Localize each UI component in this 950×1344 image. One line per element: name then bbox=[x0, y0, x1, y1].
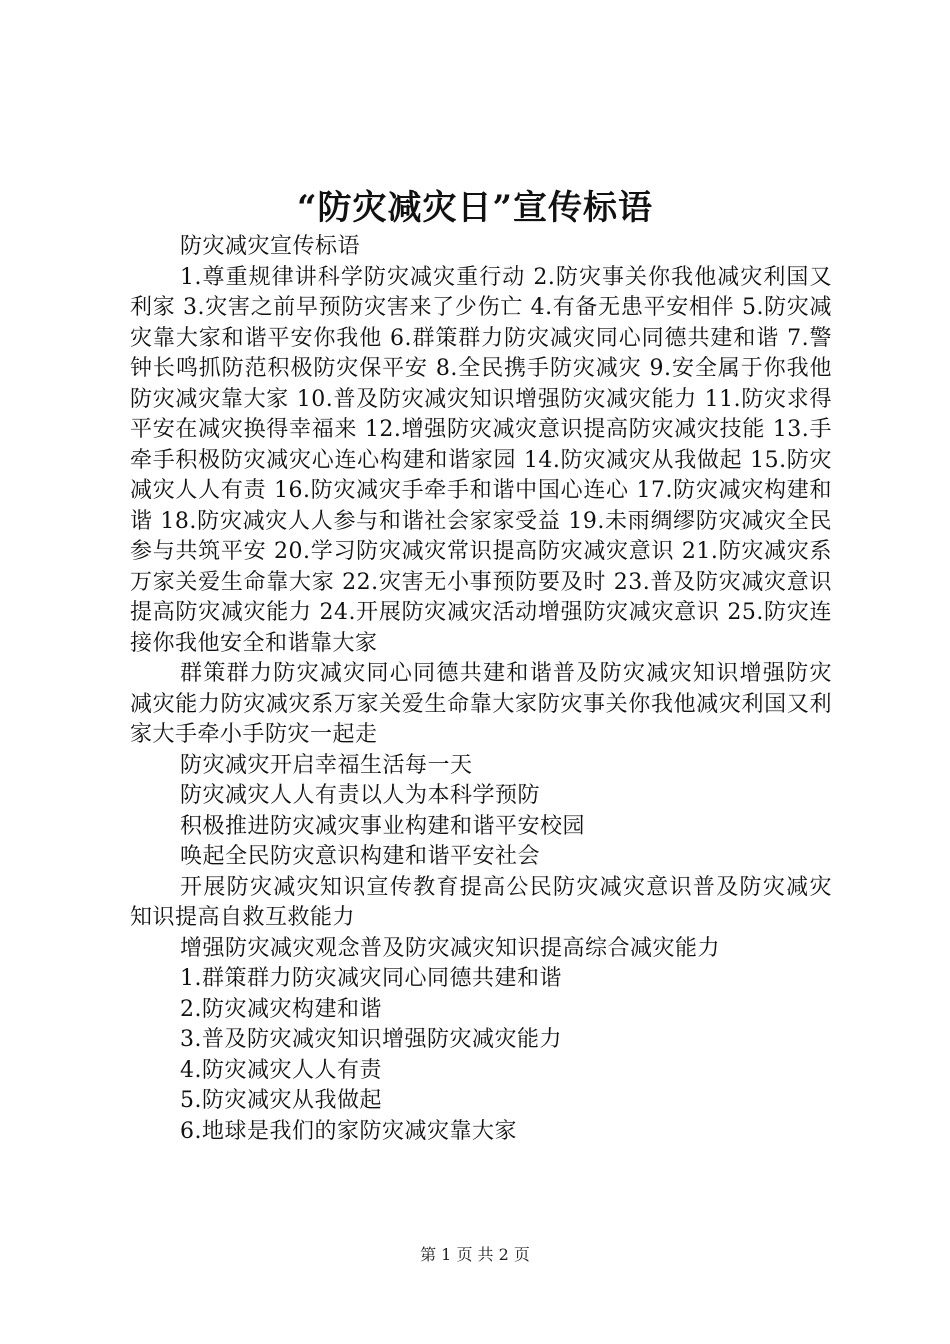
document-title: “防灾减灾日”宣传标语 bbox=[296, 188, 654, 228]
paragraph-slogan-list: 1.尊重规律讲科学防灾减灾重行动 2.防灾事关你我他减灾利国又利家 3.灾害之前早预防灾害来了少伤亡 4.有备无患平安相伴 5.防灾减灾靠大家和谐平安你我他 6.群策群力防灾减灾同心同德共建和谐 7.警钟长鸣抓防范积极防灾保平安 8.全民携手防灾减灾 9.安全属于你我他防灾减灾靠大家 10.普及防灾减灾知识增强防灾减灾能力 11.防灾求得平安在减灾换得幸福来 12.增强防灾减灾意识提高防灾减灾技能 13.手牵手积极防灾减灾心连心构建和谐家园 14.防灾减灾从我做起 15.防灾减灾人人有责 16.防灾减灾手牵手和谐中国心连心 17.防灾减灾构建和谐 18.防灾减灾人人参与和谐社会家家受益 19.未雨绸缪防灾减灾全民参与共筑平安 20.学习防灾减灾常识提高防灾减灾意识 21.防灾减灾系万家关爱生命靠大家 22.灾害无小事预防要及时 23.普及防灾减灾意识提高防灾减灾能力 24.开展防灾减灾活动增强防灾减灾意识 25.防灾连接你我他安全和谐靠大家 bbox=[130, 264, 832, 656]
paragraph-line: 唤起全民防灾意识构建和谐平安社会 bbox=[180, 844, 541, 869]
document-body bbox=[130, 232, 832, 1147]
page-footer: 第 1 页 共 2 页 bbox=[420, 1245, 530, 1264]
paragraph-line: 防灾减灾人人有责以人为本科学预防 bbox=[180, 783, 541, 808]
paragraph-line: 增强防灾减灾观念普及防灾减灾知识提高综合减灾能力 bbox=[180, 935, 721, 961]
paragraph-line: 积极推进防灾减灾事业构建和谐平安校园 bbox=[180, 813, 586, 839]
paragraph-line: 防灾减灾开启幸福生活每一天 bbox=[180, 752, 473, 778]
numbered-item: 1.群策群力防灾减灾同心同德共建和谐 bbox=[180, 966, 562, 991]
numbered-item: 5.防灾减灾从我做起 bbox=[180, 1088, 382, 1113]
numbered-item: 4.防灾减灾人人有责 bbox=[180, 1057, 382, 1083]
numbered-item: 3.普及防灾减灾知识增强防灾减灾能力 bbox=[180, 1027, 562, 1052]
numbered-item: 2.防灾减灾构建和谐 bbox=[180, 996, 382, 1022]
paragraph-heading: 防灾减灾宣传标语 bbox=[180, 234, 361, 259]
paragraph-education: 开展防灾减灾知识宣传教育提高公民防灾减灾意识普及防灾减灾知识提高自救互救能力 bbox=[130, 874, 832, 930]
numbered-item: 6.地球是我们的家防灾减灾靠大家 bbox=[180, 1118, 517, 1144]
paragraph-combined-slogans: 群策群力防灾减灾同心同德共建和谐普及防灾减灾知识增强防灾减灾能力防灾减灾系万家关爱生命靠大家防灾事关你我他减灾利国又利家大手牵小手防灾一起走 bbox=[130, 661, 832, 747]
